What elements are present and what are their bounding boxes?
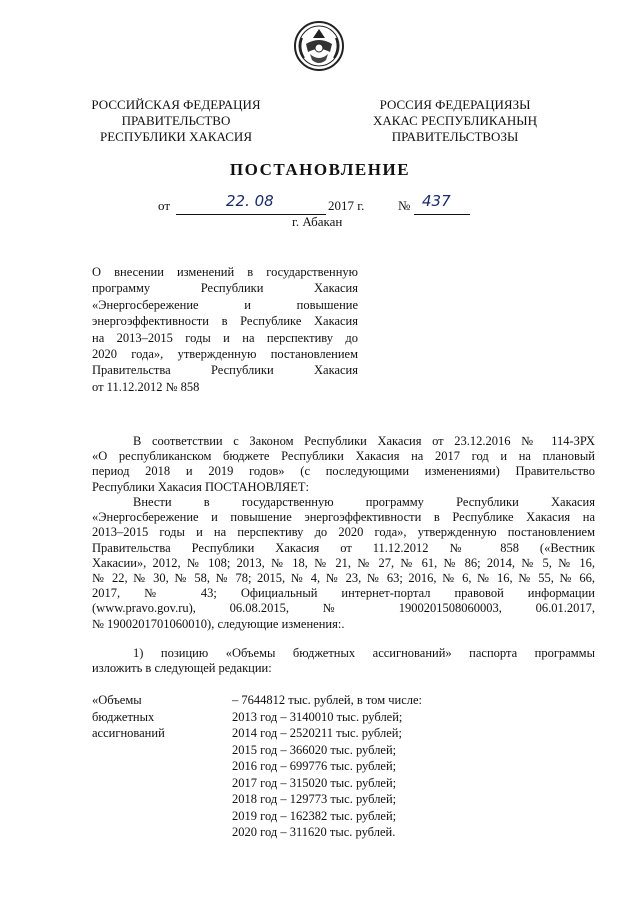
budget-value-line: 2015 год – 366020 тыс. рублей; bbox=[232, 742, 397, 757]
amendment-line: 2013–2015 годы и на перспективу до 2020 года», утвержденную постановлением bbox=[92, 525, 595, 540]
subject-line: «Энергосбережение и повышение bbox=[92, 297, 358, 312]
amendment-line: № 22, № 30, № 58, № 78; 2015, № 4, № 23, № 63; 2016, № 6, № 16, № 55, № 66, bbox=[92, 570, 595, 585]
amendment-paragraph bbox=[92, 495, 595, 632]
amendment-line: Внести в государственную программу Республики Хакасия bbox=[133, 495, 595, 509]
item-one-paragraph bbox=[92, 646, 595, 676]
subject-block bbox=[92, 264, 358, 395]
subject-line: О внесении изменений в государственную bbox=[92, 265, 358, 279]
subject-line: Правительства Республики Хакасия bbox=[92, 363, 358, 378]
preamble-paragraph bbox=[92, 434, 595, 495]
budget-label bbox=[92, 692, 222, 742]
subject-line: программу Республики Хакасия bbox=[92, 281, 358, 296]
coat-of-arms-emblem bbox=[292, 18, 346, 74]
budget-values bbox=[232, 692, 572, 841]
number-handwritten: 437 bbox=[422, 192, 451, 210]
header-right bbox=[360, 97, 550, 145]
item-one-line: изложить в следующей редакции: bbox=[92, 661, 272, 676]
subject-line: энергоэффективности в Республике Хакасия bbox=[92, 314, 358, 329]
budget-label-line: «Объемы bbox=[92, 693, 142, 707]
budget-label-line: бюджетных bbox=[92, 709, 155, 724]
date-handwritten: 22. 08 bbox=[226, 192, 274, 210]
preamble-line: Республики Хакасия ПОСТАНОВЛЯЕТ: bbox=[92, 479, 310, 494]
amendment-line: «Энергосбережение и повышение энергоэффективности в Республике Хакасия на bbox=[92, 510, 595, 525]
header-right-line: ПРАВИТЕЛЬСТВОЗЫ bbox=[391, 129, 519, 144]
budget-value-line: 2014 год – 2520211 тыс. рублей; bbox=[232, 726, 402, 740]
budget-label-line: ассигнований bbox=[92, 726, 165, 740]
budget-value-line: 2019 год – 162382 тыс. рублей; bbox=[232, 808, 397, 823]
budget-value-line: 2020 год – 311620 тыс. рублей. bbox=[232, 825, 396, 839]
item-one-line: 1) позицию «Объемы бюджетных ассигнований» паспорта программы bbox=[133, 646, 595, 660]
header-right-line: РОССИЯ ФЕДЕРАЦИЯЗЫ bbox=[379, 97, 531, 112]
header-right-line: ХАКАС РЕСПУБЛИКАНЫҢ bbox=[372, 113, 538, 128]
preamble-line: «О республиканском бюджете Республики Хакасия на 2017 год и на плановый bbox=[92, 449, 595, 464]
amendment-line: 2017, № 43; Официальный интернет-портал правовой информации bbox=[92, 586, 595, 601]
year-text: 2017 г. bbox=[328, 198, 365, 213]
amendment-line: Правительства Республики Хакасия от 11.12.2012 № 858 («Вестник bbox=[92, 540, 595, 555]
budget-value-line: 2016 год – 699776 тыс. рублей; bbox=[232, 759, 397, 773]
city-text: г. Абакан bbox=[292, 214, 343, 229]
budget-value-line: – 7644812 тыс. рублей, в том числе: bbox=[232, 693, 423, 707]
header-left-line: ПРАВИТЕЛЬСТВО bbox=[121, 113, 231, 128]
budget-value-line: 2013 год – 3140010 тыс. рублей; bbox=[232, 709, 403, 724]
preamble-line: В соответствии с Законом Республики Хакасия от 23.12.2016 № 114-ЗРХ bbox=[133, 434, 595, 448]
header-left-line: РОССИЙСКАЯ ФЕДЕРАЦИЯ bbox=[91, 97, 261, 112]
amendment-line: (www.pravo.gov.ru), 06.08.2015, № 1900201508060003, 06.01.2017, bbox=[92, 601, 595, 616]
budget-value-line: 2018 год – 129773 тыс. рублей; bbox=[232, 792, 397, 806]
preamble-line: период 2018 и 2019 годов» (с последующими изменениями) Правительство bbox=[92, 464, 595, 479]
date-prefix: от bbox=[158, 198, 171, 213]
number-prefix: № bbox=[398, 198, 411, 213]
budget-value-line: 2017 год – 315020 тыс. рублей; bbox=[232, 775, 397, 790]
amendment-line: Хакасии», 2012, № 108; 2013, № 18, № 21, № 27, № 61, № 86; 2014, № 5, № 16, bbox=[92, 555, 595, 570]
document-title: ПОСТАНОВЛЕНИЕ bbox=[229, 160, 411, 179]
subject-line: на 2013–2015 годы и на перспективу до bbox=[92, 330, 358, 345]
header-left-line: РЕСПУБЛИКИ ХАКАСИЯ bbox=[99, 129, 252, 144]
amendment-line: № 1900201701060010), следующие изменения:. bbox=[92, 616, 345, 631]
header-left bbox=[82, 97, 270, 145]
subject-line: 2020 года», утвержденную постановлением bbox=[92, 347, 358, 362]
subject-line: от 11.12.2012 № 858 bbox=[92, 379, 200, 394]
